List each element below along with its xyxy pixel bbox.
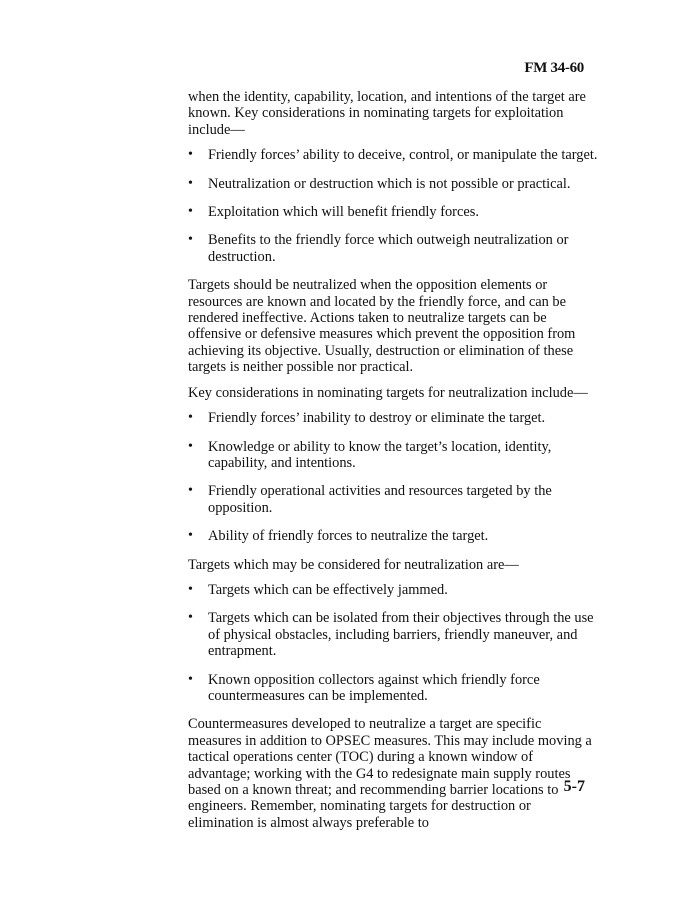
paragraph: Countermeasures developed to neutralize a target are specific measures in addition to OPSEC measures. This may include moving a tactical operations center (TOC) during a known window of advantage; working with the G4 to redesignate main supply routes based on a known threat; and recommending barrier locations to engineers. Remember, nominating targets for destruction or elimination is almost always preferable to (188, 716, 592, 831)
bullet-item: • Known opposition collectors against which friendly force countermeasures can be implemented. (188, 672, 598, 705)
bullet-list (188, 147, 598, 265)
paragraph: Key considerations in nominating targets for neutralization include— (188, 384, 588, 401)
page-body (188, 89, 598, 840)
bullet-item: • Targets which can be effectively jammed. (188, 582, 598, 598)
bullet-list (188, 582, 598, 704)
bullet-item: • Benefits to the friendly force which outweigh neutralization or destruction. (188, 232, 598, 265)
bullet-item: • Exploitation which will benefit friendly forces. (188, 204, 598, 220)
paragraph: Targets which may be considered for neutralization are— (188, 556, 519, 573)
page-number: 5-7 (563, 778, 585, 795)
bullet-item: • Ability of friendly forces to neutralize the target. (188, 528, 598, 544)
paragraph: when the identity, capability, location, and intentions of the target are known. Key considerations in nominating targets for exploitation include— (188, 89, 586, 138)
running-header: FM 34-60 (524, 60, 584, 76)
bullet-item: • Targets which can be isolated from their objectives through the use of physical obstacles, including barriers, friendly maneuver, and entrapment. (188, 610, 598, 659)
bullet-list (188, 410, 598, 544)
bullet-item: • Friendly forces’ inability to destroy or eliminate the target. (188, 410, 598, 426)
paragraph: Targets should be neutralized when the opposition elements or resources are known and located by the friendly force, and can be rendered ineffective. Actions taken to neutralize targets can be offensive or defensive measures which prevent the opposition from achieving its objective. Usually, destruction or elimination of these targets is neither possible nor practical. (188, 277, 576, 376)
bullet-item: • Neutralization or destruction which is not possible or practical. (188, 176, 598, 192)
bullet-item: • Knowledge or ability to know the target’s location, identity, capability, and intentions. (188, 439, 598, 472)
bullet-item: • Friendly forces’ ability to deceive, control, or manipulate the target. (188, 147, 598, 163)
bullet-item: • Friendly operational activities and resources targeted by the opposition. (188, 483, 598, 516)
